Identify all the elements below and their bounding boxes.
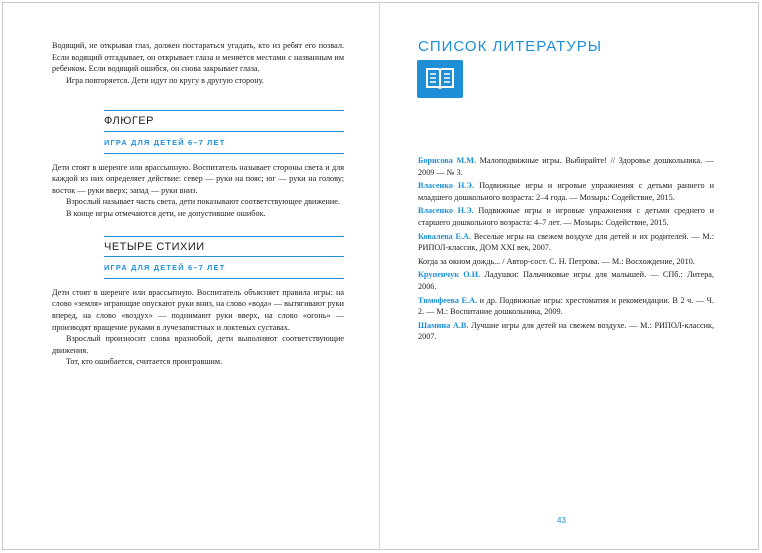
- reference-item: [418, 256, 714, 268]
- game-age: ИГРА ДЛЯ ДЕТЕЙ 6–7 ЛЕТ: [104, 263, 226, 273]
- game-heading-four-elements: [104, 236, 344, 279]
- reference-text: Малоподвижные игры. Выбирайте! // Здоровье дошкольника. — 2009 — № 3.: [418, 156, 714, 177]
- reference-author: Власенко Н.Э.: [418, 181, 475, 191]
- heading-rule: [104, 278, 344, 279]
- intro-paragraph: Игра повторяется. Дети идут по кругу в другую сторону.: [66, 75, 264, 85]
- reference-text: Веселые игры на свежем воздухе для детей и их родителей. — М.: РИПОЛ-классик, ДОМ XXI век, 2007.: [418, 231, 714, 253]
- intro-paragraph: Водящий, не открывая глаз, должен постараться угадать, кто из ребят его позвал. Если водящий отгадывает, он открывает глаза и меняется местами с названным им ребенком. Если водящий ошибся, он снова закрывает глаза.: [52, 41, 344, 74]
- reference-item: [418, 320, 714, 343]
- reference-item: [418, 269, 714, 292]
- reference-author: Ковалева Е.А.: [418, 231, 472, 241]
- reference-text: Лучшие игры для детей на свежем воздухе. — М.: РИПОЛ-классик, 2007.: [418, 320, 714, 342]
- heading-rule: [104, 153, 344, 154]
- reference-author: Шамина А.В.: [418, 320, 469, 330]
- game-paragraph: Тот, кто ошибается, считается проигравшим.: [66, 357, 223, 367]
- reference-text: Подвижные игры и игровые упражнения с детьми среднего и старшего дошкольного возраста: 4–7 лет. — Мозырь: Содействие, 2015.: [418, 206, 715, 227]
- game-title: ФЛЮГЕР: [104, 115, 154, 128]
- reference-list: [418, 155, 714, 345]
- reference-item: [418, 180, 714, 203]
- left-page: [52, 40, 344, 368]
- reference-text: Подвижные игры и игровые упражнения с детьми раннего и младшего дошкольного возраста: 2–4 года. — Мозырь: Содействие, 2015.: [418, 181, 715, 202]
- reference-item: [418, 231, 714, 254]
- reference-item: [418, 155, 714, 178]
- game-heading-fluger: [104, 110, 344, 153]
- game-paragraph: Взрослый произносит слова вразнобой, дети выполняют соответствующие движения.: [52, 334, 344, 355]
- open-book-icon: [425, 66, 455, 92]
- reference-text: Ладушки: Пальчиковые игры для малышей. — СПб.: Литера, 2006.: [418, 270, 714, 291]
- reference-text: Когда за окном дождь... / Автор-сост. С. Н. Петрова. — М.: Восхождение, 2010.: [418, 256, 695, 266]
- reference-item: [418, 295, 714, 318]
- game-paragraph: Дети стоят в шеренге или врассыпную. Воспитатель объясняет правила игры: на слово «земля» играющие опускают руки вниз, на слово «вода» — вытягивают руки вперед, на слово «воздух» — поднимают руки вверх, на слово «огонь» — производят вращение руками в лучезапястных и локтевых суставах.: [52, 287, 344, 332]
- book-badge: [417, 60, 463, 98]
- game-paragraph: Дети стоят в шеренге или врассыпную. Воспитатель называет стороны света и для каждой из них определяет действие: север — руки на пояс; юг — руки на голову; восток — руки вверх; запад — руки вниз.: [52, 162, 344, 195]
- page-gutter: [379, 2, 380, 550]
- game-age: ИГРА ДЛЯ ДЕТЕЙ 6–7 ЛЕТ: [104, 137, 226, 147]
- page-number: 43: [557, 516, 566, 525]
- reference-text: и др. Подвижные игры: хрестоматия и рекомендации. В 2 ч. — Ч. 2. — М.: Воспитание дошкольника, 2009.: [418, 295, 714, 317]
- bibliography-title: СПИСОК ЛИТЕРАТУРЫ: [418, 38, 603, 55]
- game-paragraph: В конце игры отмечаются дети, не допустившие ошибок.: [66, 208, 266, 218]
- reference-author: Тимофеева Е.А.: [418, 295, 478, 305]
- game-title: ЧЕТЫРЕ СТИХИИ: [104, 240, 205, 253]
- reference-author: Власенко Н.Э.: [418, 206, 474, 216]
- reference-author: Борисова М.М.: [418, 156, 477, 165]
- game-paragraph: Взрослый называет часть света, дети показывают соответствующее движение.: [66, 197, 340, 207]
- reference-item: [418, 205, 714, 228]
- reference-author: Крупенчук О.И.: [418, 270, 481, 280]
